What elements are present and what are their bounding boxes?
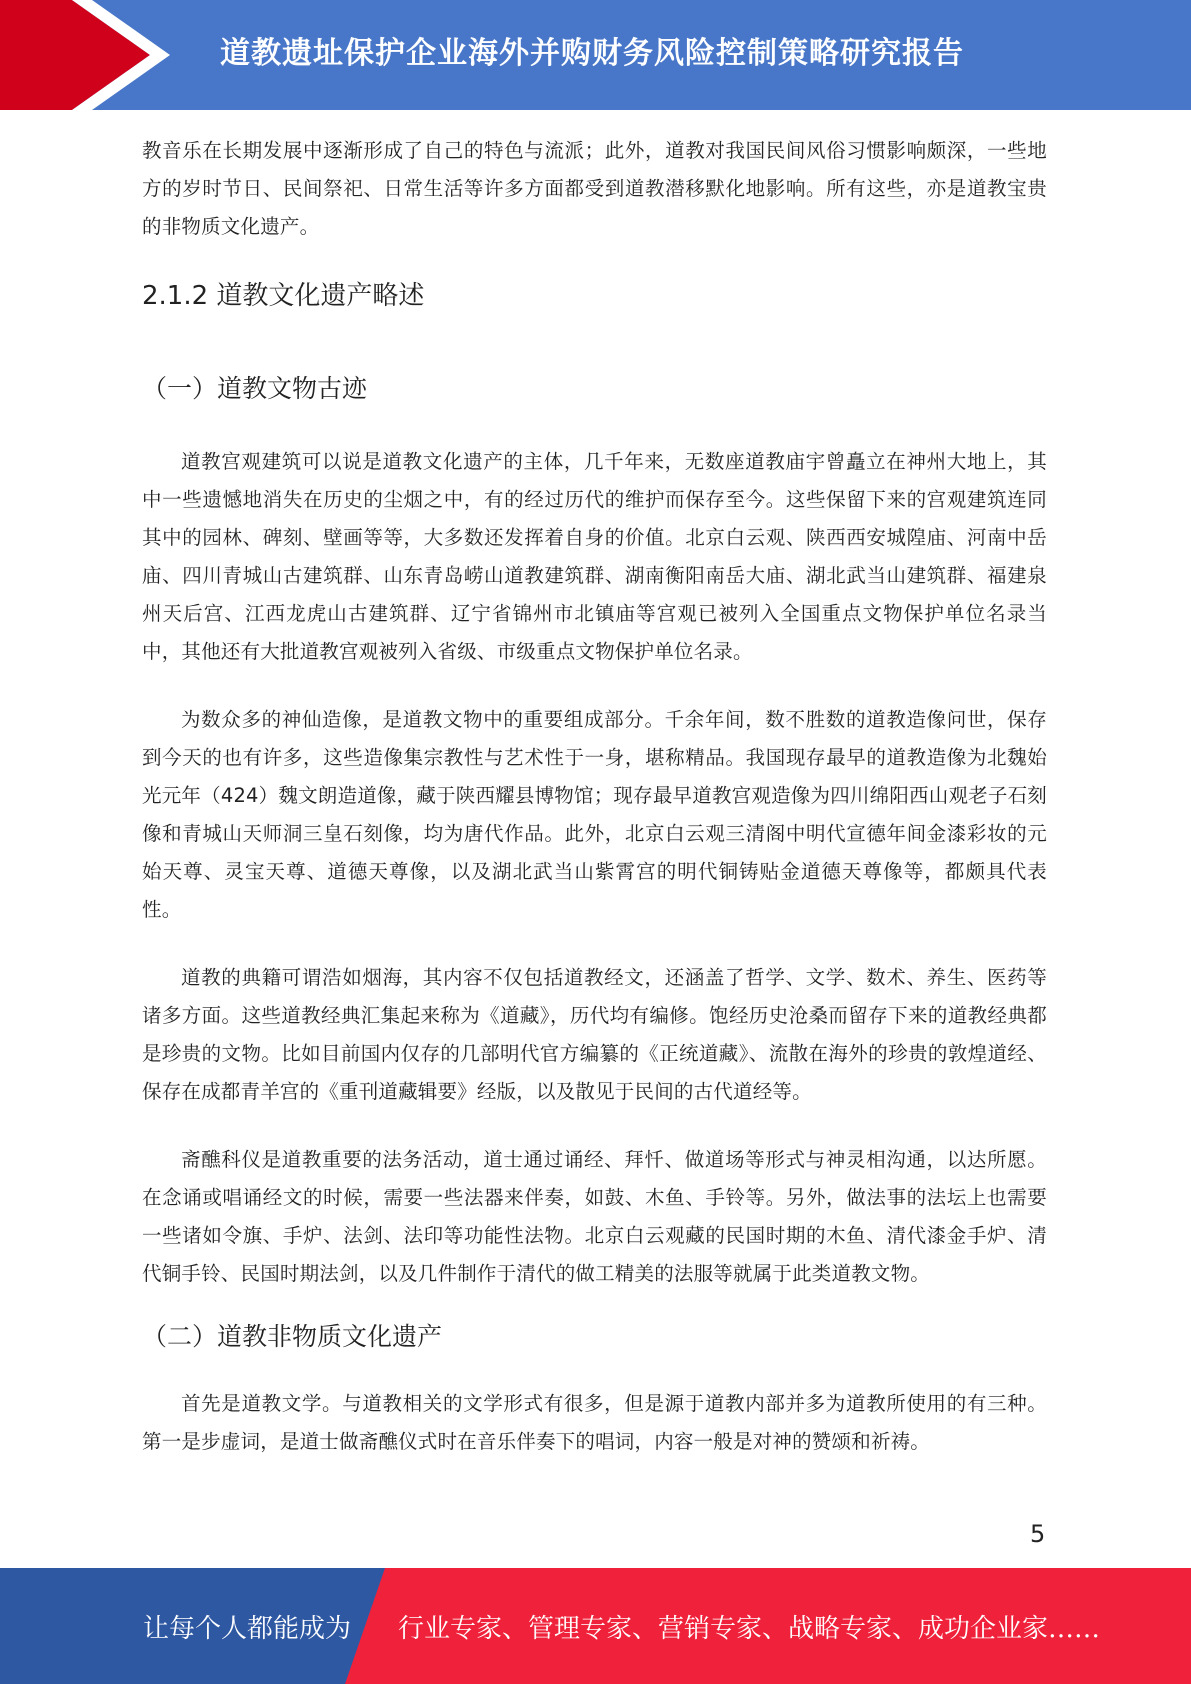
- paragraph-scriptures: 道教的典籍可谓浩如烟海，其内容不仅包括道教经文，还涵盖了哲学、文学、数术、养生、医药等诸多方面。这些道教经典汇集起来称为《道藏》，历代均有编修。饱经历史沧桑而留存下来的道教经典都是珍贵的文物。比如目前国内仅存的几部明代官方编纂的《正统道藏》、流散在海外的珍贵的敦煌道经、保存在成都青羊宫的《重刊道藏辑要》经版，以及散见于民间的古代道经等。: [142, 966, 1047, 1103]
- paragraph-architecture: 道教宫观建筑可以说是道教文化遗产的主体，几千年来，无数座道教庙宇曾矗立在神州大地上，其中一些遗憾地消失在历史的尘烟之中，有的经过历代的维护而保存至今。这些保留下来的宫观建筑连同其中的园林、碑刻、壁画等等，大多数还发挥着自身的价值。北京白云观、陕西西安城隍庙、河南中岳庙、四川青城山古建筑群、山东青岛崂山道教建筑群、湖南衡阳南岳大庙、湖北武当山建筑群、福建泉州天后宫、江西龙虎山古建筑群、辽宁省锦州市北镇庙等宫观已被列入全国重点文物保护单位名录当中，其他还有大批道教宫观被列入省级、市级重点文物保护单位名录。: [142, 450, 1047, 663]
- footer-slogan-right: 行业专家、管理专家、营销专家、战略专家、成功企业家……: [398, 1614, 1101, 1644]
- subsection-heading-1: （一）道教文物古迹: [142, 374, 368, 403]
- page-footer: [0, 1568, 1191, 1684]
- section-heading: 2.1.2 道教文化遗产略述: [142, 281, 425, 311]
- paragraph-literature: 首先是道教文学。与道教相关的文学形式有很多，但是源于道教内部并多为道教所使用的有三种。第一是步虚词，是道士做斋醮仪式时在音乐伴奏下的唱词，内容一般是对神的赞颂和祈祷。: [142, 1392, 1047, 1453]
- intro-paragraph: 教音乐在长期发展中逐渐形成了自己的特色与流派；此外，道教对我国民间风俗习惯影响颇深，一些地方的岁时节日、民间祭祀、日常生活等许多方面都受到道教潜移默化地影响。所有这些，亦是道教宝贵的非物质文化遗产。: [142, 139, 1047, 238]
- paragraph-statues: 为数众多的神仙造像，是道教文物中的重要组成部分。千余年间，数不胜数的道教造像问世，保存到今天的也有许多，这些造像集宗教性与艺术性于一身，堪称精品。我国现存最早的道教造像为北魏始光元年（424）魏文朗造道像，藏于陕西耀县博物馆；现存最早道教宫观造像为四川绵阳西山观老子石刻像和青城山天师洞三皇石刻像，均为唐代作品。此外，北京白云观三清阁中明代宣德年间金漆彩妆的元始天尊、灵宝天尊、道德天尊像，以及湖北武当山紫霄宫的明代铜铸贴金道德天尊像等，都颇具代表性。: [142, 708, 1047, 921]
- subsection-heading-2: （二）道教非物质文化遗产: [142, 1322, 443, 1351]
- document-body: [142, 132, 1047, 1461]
- footer-slogan-left: 让每个人都能成为: [143, 1614, 352, 1644]
- page-header: [0, 0, 1191, 110]
- header-title: 道教遗址保护企业海外并购财务风险控制策略研究报告: [220, 36, 964, 71]
- page-number: 5: [1030, 1520, 1046, 1548]
- paragraph-ritual-objects: 斋醮科仪是道教重要的法务活动，道士通过诵经、拜忏、做道场等形式与神灵相沟通，以达所愿。在念诵或唱诵经文的时候，需要一些法器来伴奏，如鼓、木鱼、手铃等。另外，做法事的法坛上也需要一些诸如令旗、手炉、法剑、法印等功能性法物。北京白云观藏的民国时期的木鱼、清代漆金手炉、清代铜手铃、民国时期法剑，以及几件制作于清代的做工精美的法服等就属于此类道教文物。: [142, 1148, 1047, 1285]
